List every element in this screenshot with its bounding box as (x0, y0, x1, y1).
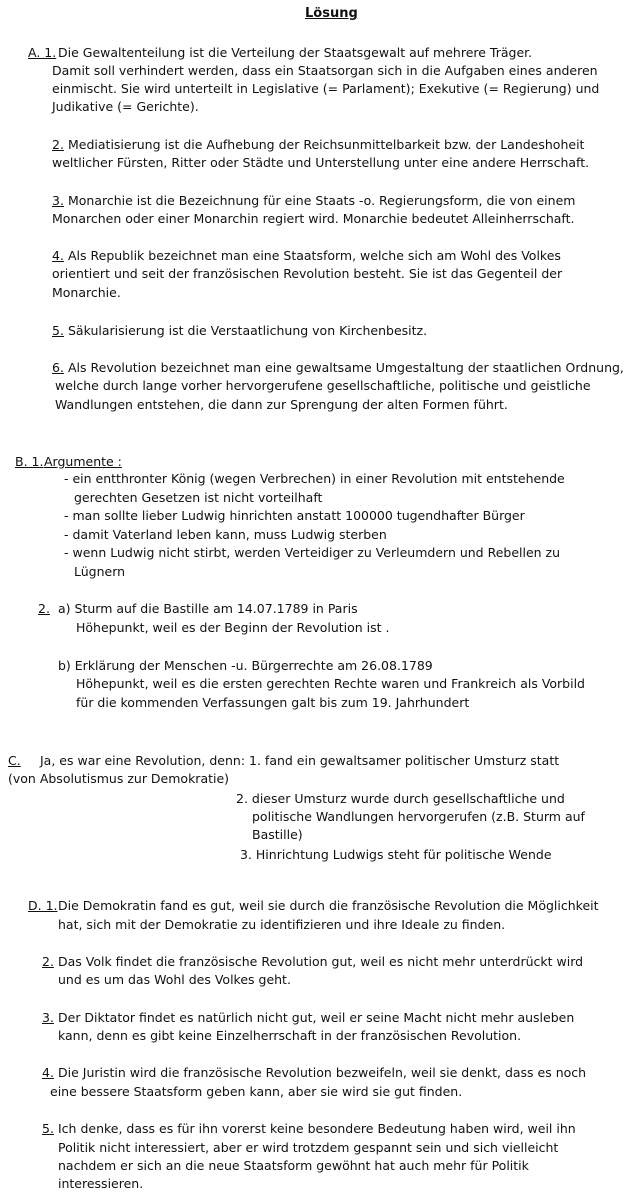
a3-number: 3. (52, 193, 64, 208)
d5-line-3: nachdem er sich an die neue Staatsform gewöhnt hat auch mehr für Politik (58, 1158, 529, 1173)
argument-line-5: - wenn Ludwig nicht stirbt, werden Verteidiger zu Verleumdern und Rebellen zu (64, 545, 561, 560)
b2b-line-1: b) Erklärung der Menschen -u. Bürgerrechte am 26.08.1789 (58, 658, 433, 673)
d5-number: 5. (42, 1121, 54, 1136)
b2b-line-3: für die kommenden Verfassungen galt bis zum 19. Jahrhundert (76, 695, 470, 710)
argument-line-3: - man sollte lieber Ludwig hinrichten anstatt 100000 tugendhafter Bürger (64, 508, 525, 523)
a6-number: 6. (52, 360, 64, 375)
d4-number: 4. (42, 1065, 54, 1080)
c-point3: 3. Hinrichtung Ludwigs steht für politische Wende (240, 847, 552, 862)
d1-line-1: Die Demokratin fand es gut, weil sie durch die französische Revolution die Möglichkeit (58, 898, 599, 913)
d3-number: 3. (42, 1010, 54, 1025)
a6-line-3: Wandlungen entstehen, die dann zur Sprengung der alten Formen führt. (55, 397, 508, 412)
b2b-line-2: Höhepunkt, weil es die ersten gerechten Rechte waren und Frankreich als Vorbild (76, 676, 585, 691)
b2a-line-1: a) Sturm auf die Bastille am 14.07.1789 in Paris (58, 601, 358, 616)
a1-line-2: Damit soll verhindert werden, dass ein Staatsorgan sich in die Aufgaben eines anderen (52, 63, 598, 78)
d4-line-1: Die Juristin wird die französische Revolution bezweifeln, weil sie denkt, dass es noch (58, 1065, 587, 1080)
a4-line-1: Als Republik bezeichnet man eine Staatsform, welche sich am Wohl des Volkes (68, 248, 561, 263)
a2-number: 2. (52, 137, 64, 152)
d2-line-1: Das Volk findet die französische Revolution gut, weil es nicht mehr unterdrückt wird (58, 954, 584, 969)
b2-number: 2. (38, 601, 50, 616)
section-d-label: D. 1. (28, 898, 58, 913)
d5-line-2: Politik nicht interessiert, aber er wird trotzdem gespannt sein und sich vielleicht (58, 1140, 559, 1155)
section-c-label: C. (8, 753, 21, 768)
a5-line-1: Säkularisierung ist die Verstaatlichung von Kirchenbesitz. (68, 323, 428, 338)
argument-line-1: - ein entthronter König (wegen Verbrechen) in einer Revolution mit entstehende (64, 471, 565, 486)
a3-line-2: Monarchen oder einer Monarchin regiert wird. Monarchie bedeutet Alleinherrschaft. (52, 211, 575, 226)
c-line-1: Ja, es war eine Revolution, denn: 1. fand ein gewaltsamer politischer Umsturz statt (40, 753, 560, 768)
d1-line-2: hat, sich mit der Demokratie zu identifizieren und ihre Ideale zu finden. (58, 917, 506, 932)
page-title: Lösung (305, 6, 358, 21)
a4-line-3: Monarchie. (52, 285, 121, 300)
section-b-label: B. 1. (15, 454, 44, 469)
d3-line-1: Der Diktator findet es natürlich nicht gut, weil er seine Macht nicht mehr ausleben (58, 1010, 575, 1025)
d3-line-2: kann, denn es gibt keine Einzelherrschaft in der französischen Revolution. (58, 1028, 522, 1043)
a4-number: 4. (52, 248, 64, 263)
c-point2-line-1: 2. dieser Umsturz wurde durch gesellschaftliche und (236, 791, 565, 806)
a6-line-1: Als Revolution bezeichnet man eine gewaltsame Umgestaltung der staatlichen Ordnung, (68, 360, 624, 375)
a3-line-1: Monarchie ist die Bezeichnung für eine Staats -o. Regierungsform, die von einem (68, 193, 576, 208)
section-a-label: A. 1. (28, 45, 57, 60)
a1-line-3: einmischt. Sie wird unterteilt in Legislative (= Parlament); Exekutive (= Regierung) und (52, 81, 600, 96)
a5-number: 5. (52, 323, 64, 338)
a1-line-4: Judikative (= Gerichte). (52, 99, 199, 114)
a6-line-2: welche durch lange vorher hervorgerufene gesellschaftliche, politische und geistliche (55, 378, 591, 393)
a2-line-2: weltlicher Fürsten, Ritter oder Städte und Unterstellung unter eine andere Herrschaft. (52, 155, 590, 170)
argument-line-4: - damit Vaterland leben kann, muss Ludwig sterben (64, 527, 387, 542)
a2-line-1: Mediatisierung ist die Aufhebung der Reichsunmittelbarkeit bzw. der Landeshoheit (68, 137, 585, 152)
a1-line-1: Die Gewaltenteilung ist die Verteilung der Staatsgewalt auf mehrere Träger. (58, 45, 533, 60)
argument-line-2: gerechten Gesetzen ist nicht vorteilhaft (74, 490, 323, 505)
d2-line-2: und es um das Wohl des Volkes geht. (58, 972, 291, 987)
c-line-2: (von Absolutismus zur Demokratie) (8, 771, 230, 786)
arguments-heading: Argumente : (44, 454, 122, 469)
c-point2-line-2: politische Wandlungen hervorgerufen (z.B. Sturm auf (252, 809, 585, 824)
d2-number: 2. (42, 954, 54, 969)
a4-line-2: orientiert und seit der französischen Revolution besteht. Sie ist das Gegenteil der (52, 266, 563, 281)
b2a-line-2: Höhepunkt, weil es der Beginn der Revolution ist . (76, 620, 390, 635)
d5-line-4: interessieren. (58, 1176, 144, 1191)
d4-line-2: eine bessere Staatsform geben kann, aber sie wird sie gut finden. (50, 1084, 463, 1099)
c-point2-line-3: Bastille) (252, 827, 303, 842)
argument-line-6: Lügnern (74, 564, 126, 579)
d5-line-1: Ich denke, dass es für ihn vorerst keine besondere Bedeutung haben wird, weil ihn (58, 1121, 576, 1136)
